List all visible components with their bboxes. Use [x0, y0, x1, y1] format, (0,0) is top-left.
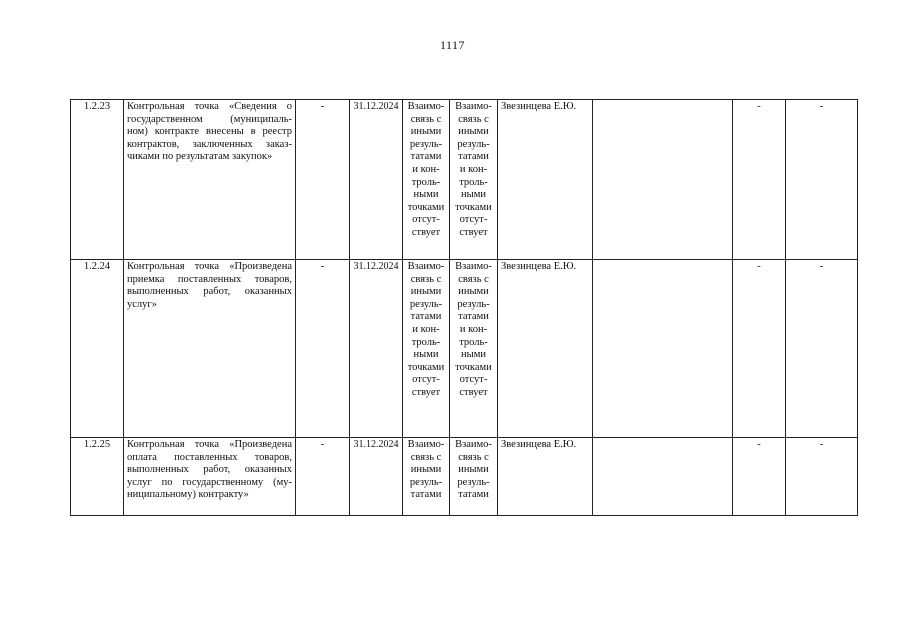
responsible-person: Звезинцева Е.Ю. — [501, 439, 577, 450]
relation-line: ствует — [411, 386, 441, 398]
relation-line: иными — [458, 286, 489, 298]
control-point-name-cell — [124, 100, 296, 260]
base-value-cell — [296, 438, 350, 516]
name-line: контрактов, заключенных заказ- — [127, 138, 292, 150]
relation-line: Взаимо- — [455, 439, 492, 450]
dash-cell — [786, 438, 858, 516]
successor-relation-cell — [450, 100, 498, 260]
relation-line: ствует — [459, 386, 488, 398]
base-value-cell — [296, 100, 350, 260]
dash-cell — [733, 100, 786, 260]
relation-line: связь с — [410, 273, 442, 285]
predecessor-relation-cell — [403, 100, 450, 260]
control-points-table — [70, 99, 858, 516]
relation-line: резуль- — [409, 476, 443, 488]
relation-line: и кон- — [412, 163, 440, 175]
relation-line: ными — [413, 189, 439, 201]
relation-line: татами — [410, 311, 442, 323]
relation-line: татами — [458, 151, 489, 163]
relation-line: троль- — [459, 336, 488, 348]
base-value: - — [320, 439, 325, 450]
relation-line: и кон- — [412, 323, 440, 335]
date-cell — [350, 100, 403, 260]
relation-line: Взаимо- — [455, 101, 492, 112]
responsible-person: Звезинцева Е.Ю. — [501, 261, 577, 272]
relation-line: резуль- — [409, 298, 443, 310]
relation-line: ными — [461, 189, 486, 201]
dash-value: - — [819, 261, 824, 272]
name-line: услуг» — [127, 298, 157, 310]
relation-line: иными — [410, 464, 442, 476]
date-cell — [350, 260, 403, 438]
dash-cell — [786, 260, 858, 438]
relation-line: Взаимо- — [407, 261, 445, 272]
name-line: Контрольная точка «Произведена — [127, 261, 292, 272]
name-line: Контрольная точка «Сведения о — [127, 101, 292, 112]
due-date: 31.12.2024 — [353, 439, 399, 450]
name-line: чиками по результатам закупок» — [127, 151, 273, 163]
relation-line: иными — [410, 126, 442, 138]
row-number: 1.2.25 — [83, 439, 111, 450]
relation-line: точками — [407, 361, 445, 373]
relation-line: связь с — [410, 451, 442, 463]
dash-value: - — [757, 101, 761, 112]
table-row — [71, 100, 858, 260]
dash-value: - — [757, 261, 761, 272]
empty-cell — [593, 100, 733, 260]
name-line: ном) контракте внесены в реестр — [127, 126, 292, 138]
name-line: услуг по государственному (му- — [127, 476, 292, 488]
due-date: 31.12.2024 — [353, 101, 399, 112]
relation-line: татами — [410, 489, 442, 501]
relation-line: отсут- — [412, 214, 440, 226]
relation-line: и кон- — [459, 323, 488, 335]
relation-line: резуль- — [457, 298, 490, 310]
name-line: выполненных работ, оказанных — [127, 286, 292, 298]
relation-line: связь с — [410, 113, 442, 125]
relation-line: и кон- — [459, 163, 488, 175]
successor-relation-cell — [450, 438, 498, 516]
dash-cell — [786, 100, 858, 260]
relation-line: ными — [461, 349, 486, 361]
relation-line: точками — [407, 201, 445, 213]
relation-line: отсут- — [459, 374, 488, 386]
control-point-name-cell — [124, 260, 296, 438]
due-date: 31.12.2024 — [353, 261, 399, 272]
successor-relation-cell — [450, 260, 498, 438]
dash-cell — [733, 260, 786, 438]
relation-line: Взаимо- — [455, 261, 492, 272]
relation-line: точками — [455, 361, 492, 373]
date-cell — [350, 438, 403, 516]
name-line: выполненных работ, оказанных — [127, 464, 292, 476]
relation-line: иными — [458, 126, 489, 138]
row-number: 1.2.24 — [83, 261, 111, 272]
relation-line: иными — [410, 286, 442, 298]
responsible-person: Звезинцева Е.Ю. — [501, 101, 577, 112]
relation-line: резуль- — [457, 476, 490, 488]
relation-line: троль- — [411, 336, 441, 348]
relation-line: отсут- — [412, 374, 440, 386]
name-line: государственном (муниципаль- — [127, 113, 292, 125]
relation-line: отсут- — [459, 214, 488, 226]
name-line: приемка поставленных товаров, — [127, 273, 292, 285]
responsible-cell — [498, 438, 593, 516]
row-number: 1.2.23 — [83, 101, 111, 112]
dash-value: - — [819, 439, 824, 450]
relation-line: татами — [410, 151, 442, 163]
relation-line: иными — [458, 464, 489, 476]
page-number: 1117 — [439, 38, 466, 52]
relation-line: резуль- — [457, 138, 490, 150]
name-line: ниципальному) контракту» — [127, 489, 249, 501]
relation-line: Взаимо- — [407, 101, 445, 112]
dash-cell — [733, 438, 786, 516]
base-value-cell — [296, 260, 350, 438]
name-line: оплата поставленных товаров, — [127, 451, 292, 463]
predecessor-relation-cell — [403, 438, 450, 516]
table-row — [71, 438, 858, 516]
relation-line: татами — [458, 489, 489, 501]
responsible-cell — [498, 100, 593, 260]
relation-line: связь с — [458, 273, 489, 285]
relation-line: связь с — [458, 113, 489, 125]
responsible-cell — [498, 260, 593, 438]
row-number-cell — [71, 100, 124, 260]
relation-line: татами — [458, 311, 489, 323]
empty-cell — [593, 260, 733, 438]
row-number-cell — [71, 438, 124, 516]
relation-line: точками — [455, 201, 492, 213]
base-value: - — [320, 261, 325, 272]
relation-line: ствует — [459, 226, 488, 238]
relation-line: Взаимо- — [407, 439, 445, 450]
relation-line: ными — [413, 349, 439, 361]
base-value: - — [320, 101, 325, 112]
relation-line: троль- — [411, 176, 441, 188]
control-point-name-cell — [124, 438, 296, 516]
relation-line: ствует — [411, 226, 441, 238]
dash-value: - — [819, 101, 824, 112]
relation-line: резуль- — [409, 138, 443, 150]
name-line: Контрольная точка «Произведена — [127, 439, 292, 450]
dash-value: - — [757, 439, 761, 450]
table-row — [71, 260, 858, 438]
relation-line: связь с — [458, 451, 489, 463]
row-number-cell — [71, 260, 124, 438]
relation-line: троль- — [459, 176, 488, 188]
empty-cell — [593, 438, 733, 516]
predecessor-relation-cell — [403, 260, 450, 438]
